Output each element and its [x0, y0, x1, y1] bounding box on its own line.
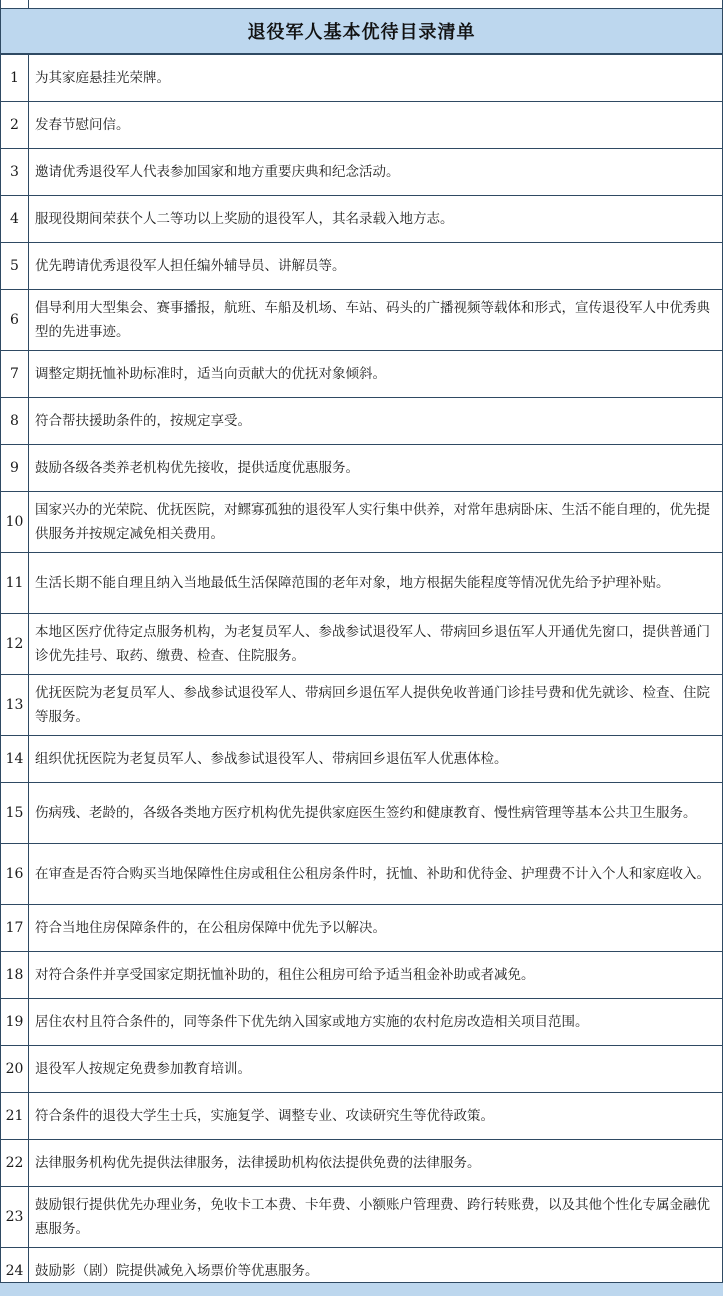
row-text: 法律服务机构优先提供法律服务，法律援助机构依法提供免费的法律服务。 — [29, 1140, 723, 1187]
table-row — [1, 844, 723, 905]
row-number: 20 — [1, 1046, 29, 1093]
row-number: 15 — [1, 783, 29, 844]
row-number: 23 — [1, 1187, 29, 1248]
row-text: 符合当地住房保障条件的，在公租房保障中优先予以解决。 — [29, 905, 723, 952]
row-number: 4 — [1, 196, 29, 243]
row-text: 符合条件的退役大学生士兵，实施复学、调整专业、攻读研究生等优待政策。 — [29, 1093, 723, 1140]
row-number: 21 — [1, 1093, 29, 1140]
row-text: 本地区医疗优待定点服务机构，为老复员军人、参战参试退役军人、带病回乡退伍军人开通优先窗口，提供普通门诊优先挂号、取药、缴费、检查、住院服务。 — [29, 614, 723, 675]
row-number: 24 — [1, 1248, 29, 1295]
table-row — [1, 736, 723, 783]
table-row — [1, 553, 723, 614]
row-number: 12 — [1, 614, 29, 675]
row-text: 鼓励银行提供优先办理业务，免收卡工本费、卡年费、小额账户管理费、跨行转账费，以及其他个性化专属金融优惠服务。 — [29, 1187, 723, 1248]
table-row — [1, 999, 723, 1046]
table-row — [1, 290, 723, 351]
row-number: 7 — [1, 351, 29, 398]
row-number: 5 — [1, 243, 29, 290]
row-number: 2 — [1, 102, 29, 149]
row-text: 优抚医院为老复员军人、参战参试退役军人、带病回乡退伍军人提供免收普通门诊挂号费和优先就诊、检查、住院等服务。 — [29, 675, 723, 736]
row-text: 发春节慰问信。 — [29, 102, 723, 149]
row-number: 18 — [1, 952, 29, 999]
row-number: 3 — [1, 149, 29, 196]
row-text: 为其家庭悬挂光荣牌。 — [29, 55, 723, 102]
row-text: 国家兴办的光荣院、优抚医院，对鳏寡孤独的退役军人实行集中供养，对常年患病卧床、生活不能自理的，优先提供服务并按规定减免相关费用。 — [29, 492, 723, 553]
table-row — [1, 351, 723, 398]
table-row — [1, 149, 723, 196]
row-text: 鼓励各级各类养老机构优先接收，提供适度优惠服务。 — [29, 445, 723, 492]
table-row — [1, 614, 723, 675]
row-text: 服现役期间荣获个人二等功以上奖励的退役军人，其名录载入地方志。 — [29, 196, 723, 243]
row-text: 组织优抚医院为老复员军人、参战参试退役军人、带病回乡退伍军人优惠体检。 — [29, 736, 723, 783]
table-row — [1, 492, 723, 553]
row-text: 符合帮扶援助条件的，按规定享受。 — [29, 398, 723, 445]
row-text: 伤病残、老龄的，各级各类地方医疗机构优先提供家庭医生签约和健康教育、慢性病管理等基本公共卫生服务。 — [29, 783, 723, 844]
row-number: 13 — [1, 675, 29, 736]
benefits-table — [0, 54, 723, 1295]
row-number: 17 — [1, 905, 29, 952]
table-row — [1, 102, 723, 149]
row-number: 16 — [1, 844, 29, 905]
table-row — [1, 445, 723, 492]
row-number: 11 — [1, 553, 29, 614]
row-text: 鼓励影（剧）院提供减免入场票价等优惠服务。 — [29, 1248, 723, 1295]
row-text: 对符合条件并享受国家定期抚恤补助的，租住公租房可给予适当租金补助或者减免。 — [29, 952, 723, 999]
table-row — [1, 1140, 723, 1187]
row-number: 1 — [1, 55, 29, 102]
row-number: 14 — [1, 736, 29, 783]
row-text: 居住农村且符合条件的，同等条件下优先纳入国家或地方实施的农村危房改造相关项目范围。 — [29, 999, 723, 1046]
table-row — [1, 1187, 723, 1248]
row-number: 9 — [1, 445, 29, 492]
table-footer-bar — [0, 1282, 723, 1296]
row-number: 22 — [1, 1140, 29, 1187]
table-row — [1, 675, 723, 736]
row-text: 调整定期抚恤补助标准时，适当向贡献大的优抚对象倾斜。 — [29, 351, 723, 398]
row-text: 生活长期不能自理且纳入当地最低生活保障范围的老年对象，地方根据失能程度等情况优先给予护理补贴。 — [29, 553, 723, 614]
table-row — [1, 55, 723, 102]
table-row — [1, 952, 723, 999]
row-number: 8 — [1, 398, 29, 445]
row-number: 10 — [1, 492, 29, 553]
row-text: 优先聘请优秀退役军人担任编外辅导员、讲解员等。 — [29, 243, 723, 290]
table-row — [1, 905, 723, 952]
table-title: 退役军人基本优待目录清单 — [0, 8, 723, 54]
table-row — [1, 398, 723, 445]
table-row — [1, 243, 723, 290]
table-row — [1, 783, 723, 844]
row-text: 邀请优秀退役军人代表参加国家和地方重要庆典和纪念活动。 — [29, 149, 723, 196]
row-text: 倡导利用大型集会、赛事播报，航班、车船及机场、车站、码头的广播视频等载体和形式，宣传退役军人中优秀典型的先进事迹。 — [29, 290, 723, 351]
table-row — [1, 1093, 723, 1140]
table-row — [1, 196, 723, 243]
table-row — [1, 1046, 723, 1093]
top-column-divider — [28, 0, 29, 8]
row-number: 6 — [1, 290, 29, 351]
row-text: 退役军人按规定免费参加教育培训。 — [29, 1046, 723, 1093]
top-table-edge — [0, 0, 723, 8]
row-number: 19 — [1, 999, 29, 1046]
row-text: 在审查是否符合购买当地保障性住房或租住公租房条件时，抚恤、补助和优待金、护理费不计入个人和家庭收入。 — [29, 844, 723, 905]
